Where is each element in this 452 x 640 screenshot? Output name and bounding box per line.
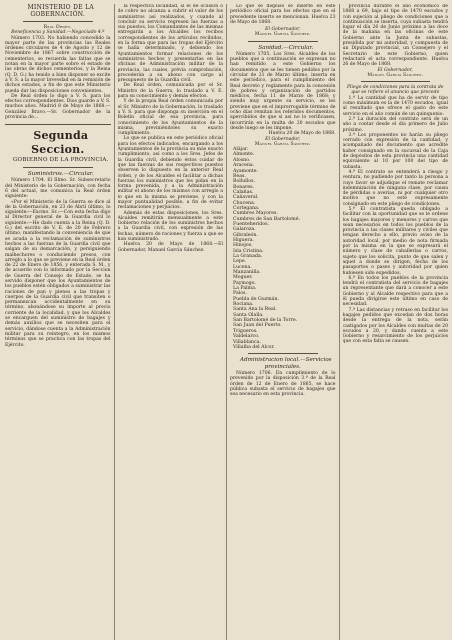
divider (248, 353, 318, 354)
column-4 (343, 4, 449, 640)
list-item: Paymogo. (233, 280, 256, 286)
list-item: San Bartolomé de la Torre. (233, 318, 298, 324)
list-item: Gibraleón. (233, 232, 258, 238)
list-item: Cumbres de San Bartolomé. (233, 216, 300, 222)
date-line: Huelva 20 de Mayo de 1868. (268, 131, 336, 137)
list-item: Chucena. (233, 200, 256, 206)
list-item: Manzanilla. (233, 270, 261, 276)
list-item: Cortegana. (233, 205, 260, 211)
list-item: Alájar. (233, 147, 249, 153)
list-item: Beas. (233, 173, 246, 179)
list-item: La Granada. (233, 254, 263, 259)
ministry-header: MINISTERIO DE LA GOBERNACIÓN. (27, 4, 95, 18)
list-item: Bonares. (233, 184, 254, 190)
divider (23, 167, 93, 168)
list-item: Santa Olalla. (233, 312, 264, 318)
paragraph: Lo que se dispuso se inserte en este periódico oficial para los efectos que en el precedente inserto se mencionan. Huelva 23 de Mayo de 1868. (230, 4, 336, 25)
list-item: Alosno. (233, 157, 251, 163)
list-item: Lucena. (233, 264, 252, 270)
towns-list (230, 147, 336, 350)
list-item: Palos. (233, 291, 247, 297)
list-item: Villablanca. (233, 339, 261, 345)
paragraph: Número 1705. Los Sres. Alcaldes de los pueblos que a continuación se expresan no han remitido a este Gobierno los documentos que se les tienen pedidos por la circular de 21 de Marzo último, inserta en este periódico, para el cumplimiento del Real decreto y reglamento para la concesión de pobres y organización de partidos médicos, fecha 11 de Marzo de 1868; y siendo muy urgente su servicio, se les previene que en el improrrogable término de ocho días remitan los referidos documentos, apercibidos de que si así no lo verificasen, incurrirán en la multa de 20 escudos que desde luego se les impone. (230, 51, 336, 131)
admin-title: Administracion local.—Servicios provinciales. (239, 357, 332, 371)
topic-line: Beneficencia y Sanidad.—Negociado 4.º (11, 30, 105, 36)
condition-item: 6.ª En todos los pueblos de la provincia tendrá el contratista del servicio de bagajes un representante que dará a conocer a este Gobierno y al Alcalde respectivo para que a él pueda dirigirse este último en caso de necesidad. (342, 275, 448, 308)
list-item: Fuenteheridos. (233, 221, 269, 227)
paragraph: Huelva 20 de Mayo de 1868.—El Gobernador, Manuel García Sánchez. (117, 242, 223, 253)
condition-item: 3.ª Los proponentes no harán su pliego cerrado con expresión de la cantidad, y acompañado del documento que acredite haber consignado en la sucursal de la Caja de depósitos de esta provincia una cantidad equivalente al 10 por 100 del tipo de subasta. (342, 132, 448, 170)
section-title: Segunda Seccion. (31, 129, 89, 157)
section-subtitle: GOBIERNO DE LA PROVINCIA. (12, 157, 109, 164)
paragraph: Y de la propia Real órden comunicada por el Sr. Ministro de la Gobernación, lo traslado a V. S. para que disponga su inserción en el Boletín oficial de esa provincia, para conocimiento de los Ayuntamientos de la misma, previniéndoles su exacto cumplimiento. (117, 99, 223, 137)
list-item: Hinojos. (233, 243, 253, 249)
condition-item: 1.ª La cantidad que ha de servir de tipo como máximum es la de 1470 escudos, igual al resultado que ofrece el gasto de este servicio en el año común de un quinquenio. (342, 95, 448, 117)
list-item: Aracena. (233, 163, 255, 169)
list-item: La Palma. (233, 286, 257, 292)
condition-item: 7.ª Las distancias y retraso en facilitar los bagajes pedidos que excedan de dos horas desde la entrega de la nota, serán castigados por los Alcaldes con multas de 20 escudos a 20, y dando cuenta a este Gobierno y resarcimiento de los perjuicios que con esta falta se causen. (342, 307, 448, 345)
divider (361, 81, 431, 82)
list-item: Villalba del Alcor. (233, 344, 275, 350)
list-item: Puebla de Guzmán. (233, 296, 279, 302)
list-item: Bollullos. (233, 179, 256, 185)
signature-label: El Gobernador, (265, 27, 301, 33)
column-2 (118, 4, 228, 640)
signature-name: Manuel García Sánchez. (254, 32, 311, 38)
paragraph: Número 1706. En cumplimiento de lo prevenido por la disposición 3.ª de la Real órden de 12 de Enero de 1865, se hace pública subasta el servicio de bagajes que sea necesario en esta provincia. (230, 371, 336, 398)
paragraph: Número 1704. El Illmo. Sr. Subsecretario del Ministerio de la Gobernación, con fecha 6 del actual, me comunica la Real órden siguiente: (5, 178, 111, 200)
column-1 (5, 4, 115, 640)
list-item: San Juan del Puerto. (233, 323, 282, 329)
list-item: Cañaveral. (233, 195, 259, 201)
list-item: Santa Ana la Real. (233, 307, 277, 313)
list-item: Lepe. (233, 259, 247, 265)
list-item: Rociana. (233, 302, 254, 308)
divider (248, 41, 318, 42)
condition-item: 2.ª La duración del contrato será de un año a contar desde el día primero de Julio próximo. (342, 116, 448, 133)
signature-label: El Gobernador, (265, 136, 301, 142)
paragraph: Además de estas disposiciones, los Sres. Alcaldes remitirán mensualmente a este Gobierno relación de los suministros hechos a la Guardia civil, con expresión de las fechas, número de raciones y fuerza a que se han suministrado. (117, 210, 223, 243)
paragraph: «Por el Ministerio de la Guerra se dice al de la Gobernación, en 23 de Abril último, lo siguiente:—Excmo. Sr.:—Con esta fecha digo al Director general de la Guardia civil lo siguiente:—He dado cuenta a la Reina (Q. D. G.) del escrito de V. E. de 20 de Febrero último, manifestando la conveniencia de que se acuda a la reclamación de suministros hechos a las fuerzas de la Guardia civil que salgan de su demarcación, y persiguiendo malhechores o conduciendo presos, con arreglo a lo que se previene en la Real órden de 22 de Enero de 1856, y enterada S. M., y de acuerdo con lo informado por la Seccion de Guerra del Consejo de Estado, se ha servido disponer que los Ayuntamientos de los pueblos estén obligados a suministrar las raciones de pan y pienso a las tropas y cuerpos de la Guardia civil que transiten o permanezcan accidentalmente en su término, abonándose su importe al precio corriente de la localidad, y que los Alcaldes se encarguen del suministro de bagajes y demás auxilios que se necesiten para el servicio, dándose cuenta a la Administración militar para su reintegro, en los mismos términos que se practica con las tropas del Ejército. (5, 199, 111, 348)
paragraph: Lo que se publica en este periódico oficial para los efectos indicados, encargando a los Ayuntamientos de la provincia su más exacto cumplimiento, así como a los Sres. Jefes de la Guardia civil, debiendo éstos cuidar de que las fuerzas de sus respectivos puestos observen lo dispuesto en la anterior Real órden, y de los Alcaldes el facilitar a dichas fuerzas los suministros que les pidan en la forma prevenida, y a la Administración militar el abono de los mismos con arreglo a lo que en la misma se previene, y con la mayor puntualidad posible, a fin de evitar reclamaciones y perjuicios. (117, 136, 223, 211)
list-item: Higuera. (233, 237, 254, 243)
signature-label: El Gobernador, (377, 67, 413, 73)
paragraph: la respectiva localidad, si el de ocasion o de cobro no alcanza a cubrir el valor de los suministros así realizados, y cuando al concluir su servicio regresen las fuerzas a sus puestos, los Comandantes de las mismas entregarán a los Alcaldes los recibos correspondientes de los artículos recibidos, en la forma que para las tropas del Ejército se halla determinado, y debiendo los Ayuntamientos formar relaciones de los suministros hechos y presentarlas en las oficinas de Administración militar de la provincia, las cuales, prévia comprobación, procederán a su abono con cargo al presupuesto de la Guardia civil. (117, 4, 223, 84)
circular-title: Suministros.—Circular. (27, 171, 94, 178)
signature-block (230, 27, 336, 38)
list-item: Trigueros. (233, 328, 258, 334)
list-item: Calañas. (233, 189, 254, 195)
signature-name: Manuel García Sánchez. (367, 72, 424, 78)
column-3 (230, 4, 340, 640)
list-item: Isla Cristina. (233, 248, 264, 254)
divider (5, 124, 111, 125)
list-item: Ayamonte. (233, 168, 259, 174)
paragraph: De Real órden, comunicada por el Sr. Ministro de la Guerra, lo traslado a V. E. para su conocimiento y demás efectos. (117, 83, 223, 100)
list-item: Galaroza. (233, 227, 256, 233)
paragraph: Número 1703. No habiendo concedido la mayor parte de las provincias las Reales órdenes circulares de 4 de Agosto y 12 de Noviembre de 1867 sobre construcción de cementerios, se recuerda las faltas que se notan en la mayor parte sobre el estado de las obras de dichos cementerios, y la Reina (Q. D. G.) ha tenido a bien disponer se excite a V. S. a la mayor brevedad en la remisión de dichos estados, a fin de que este Ministerio pueda dar las disposiciones convenientes. (5, 35, 111, 94)
pliego-title: Pliego de condiciones para la contrata de que se refiere el anuncio que precede (346, 85, 444, 96)
sanidad-title: Sanidad.—Circular. (258, 44, 314, 51)
divider (23, 21, 93, 22)
list-item: Cumbres Mayores. (233, 211, 278, 217)
list-item: Valdelarco. (233, 334, 260, 340)
list-item: Moguer. (233, 275, 253, 281)
condition-item: 4.ª El contrato se entenderá a riesgo y ventura, no pudiendo por tanto la persona a cuyo favor se adjudique el remate reclamar indemnización de ninguna clase, por causa de pérdidas o averías, ni por cualquier otro motivo que no esté expresamente consignado en este pliego de condiciones. (342, 169, 448, 207)
list-item: Almonte. (233, 152, 255, 158)
paragraph: provincia durante el año económico de 1868 a 69, bajo el tipo de 1470 escudos y con sujeción al pliego de condiciones que a continuación se inserta, cuya subasta tendrá lugar el día 26 de Junio próximo a las doce de la mañana en las oficinas de este Gobierno ante la Junta de subastas, presidida por mi autoridad, y compuesta de un Diputado provincial, un Consejero y el Secretario de este Gobierno, quien redactará el acta correspondiente. Huelva 26 de Mayo de 1868. (342, 4, 448, 68)
signature-name: Manuel García Sánchez. (254, 141, 311, 147)
real-orden-label: Real Orden. (43, 25, 72, 30)
paragraph: De Real órden lo digo a V. S. para los efectos correspondientes. Dios guarde a V. S. muchos años. Madrid 8 de Mayo de 1868.—González Bravo.—Sr. Gobernador de la provincia de... (5, 93, 111, 121)
condition-item: 5.ª El contratista queda obligado a facilitar con la oportunidad que se le ordene los bagajes mayores y menores y carros que sean necesarios en todos los pueblos de la provincia a las clases militares y civiles que tengan derecho a ello, previo aviso de la autoridad local, por medio de nota firmada por la misma en la que se expresará el número y clase de caballerías o carros, sujeto que los solicita, punto de que salen y aquel a donde se dirigen, fecha de los pasaportes o pases y autoridad por quien hubiesen sido expedidos. (342, 206, 448, 276)
